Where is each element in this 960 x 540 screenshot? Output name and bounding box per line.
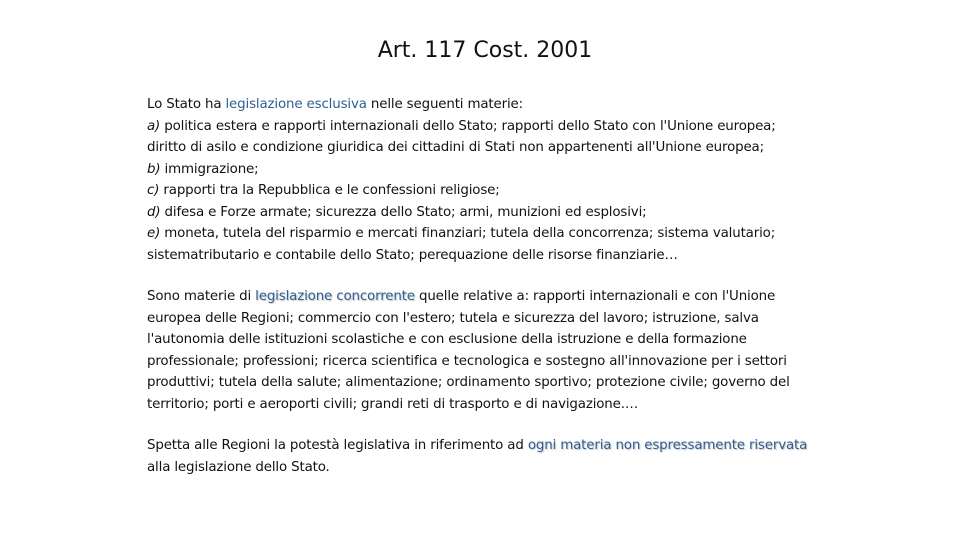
list-item [147, 202, 815, 224]
concurrent-post: quelle relative a: rapporti internazionali e con l'Unione europea delle Regioni; commercio con l'estero; tutela e sicurezza del lavoro; istruzione, salva l'autonomia delle istituzioni scolastiche e con esclusione della istruzione e della formazione professionale; professioni; ricerca scientifica e tecnologica e sostegno all'innovazione per i settori produttivi; tutela della salute; alimentazione; ordinamento sportivo; protezione civile; governo del territorio; porti e aeroporti civili; grandi reti di trasporto e di navigazione.… [147, 289, 790, 412]
item-text: difesa e Forze armate; sicurezza dello Stato; armi, munizioni ed esplosivi; [160, 204, 647, 220]
concurrent-paragraph [147, 286, 815, 415]
paragraph-gap [147, 415, 815, 435]
highlight-residual-competence: ogni materia non espressamente riservata [527, 438, 808, 453]
paragraph-gap [147, 266, 815, 286]
highlight-exclusive-legislation: legislazione esclusiva [225, 97, 367, 112]
item-letter: c) [147, 183, 160, 198]
residual-pre: Spetta alle Regioni la potestà legislativa in riferimento ad [147, 438, 528, 453]
residual-post: alla legislazione dello Stato. [147, 459, 330, 475]
list-item [147, 223, 815, 266]
intro-post: nelle seguenti materie: [366, 97, 523, 112]
slide-body [147, 94, 815, 478]
highlight-concurrent-legislation: legislazione concorrente [255, 289, 415, 304]
slide-title: Art. 117 Cost. 2001 [377, 38, 593, 63]
residual-paragraph [147, 435, 815, 478]
item-letter: d) [147, 204, 161, 220]
item-text: moneta, tutela del risparmio e mercati finanziari; tutela della concorrenza; sistema valutario; sistematributario e contabile dello Stato; perequazione delle risorse finanziarie… [147, 226, 776, 263]
item-text: rapporti tra la Repubblica e le confessioni religiose; [159, 183, 500, 198]
list-item [147, 159, 815, 181]
item-letter: b) [147, 161, 161, 177]
concurrent-pre: Sono materie di [147, 289, 256, 304]
list-item [147, 116, 815, 159]
intro-paragraph [147, 94, 815, 116]
item-text: immigrazione; [160, 161, 259, 177]
item-letter: e) [147, 226, 161, 241]
intro-pre: Lo Stato ha [147, 97, 226, 112]
item-text: politica estera e rapporti internazionali dello Stato; rapporti dello Stato con l'Unione europea; diritto di asilo e condizione giuridica dei cittadini di Stati non appartenenti all'Unione europea; [147, 118, 776, 155]
list-item [147, 180, 815, 202]
item-letter: a) [147, 118, 161, 134]
